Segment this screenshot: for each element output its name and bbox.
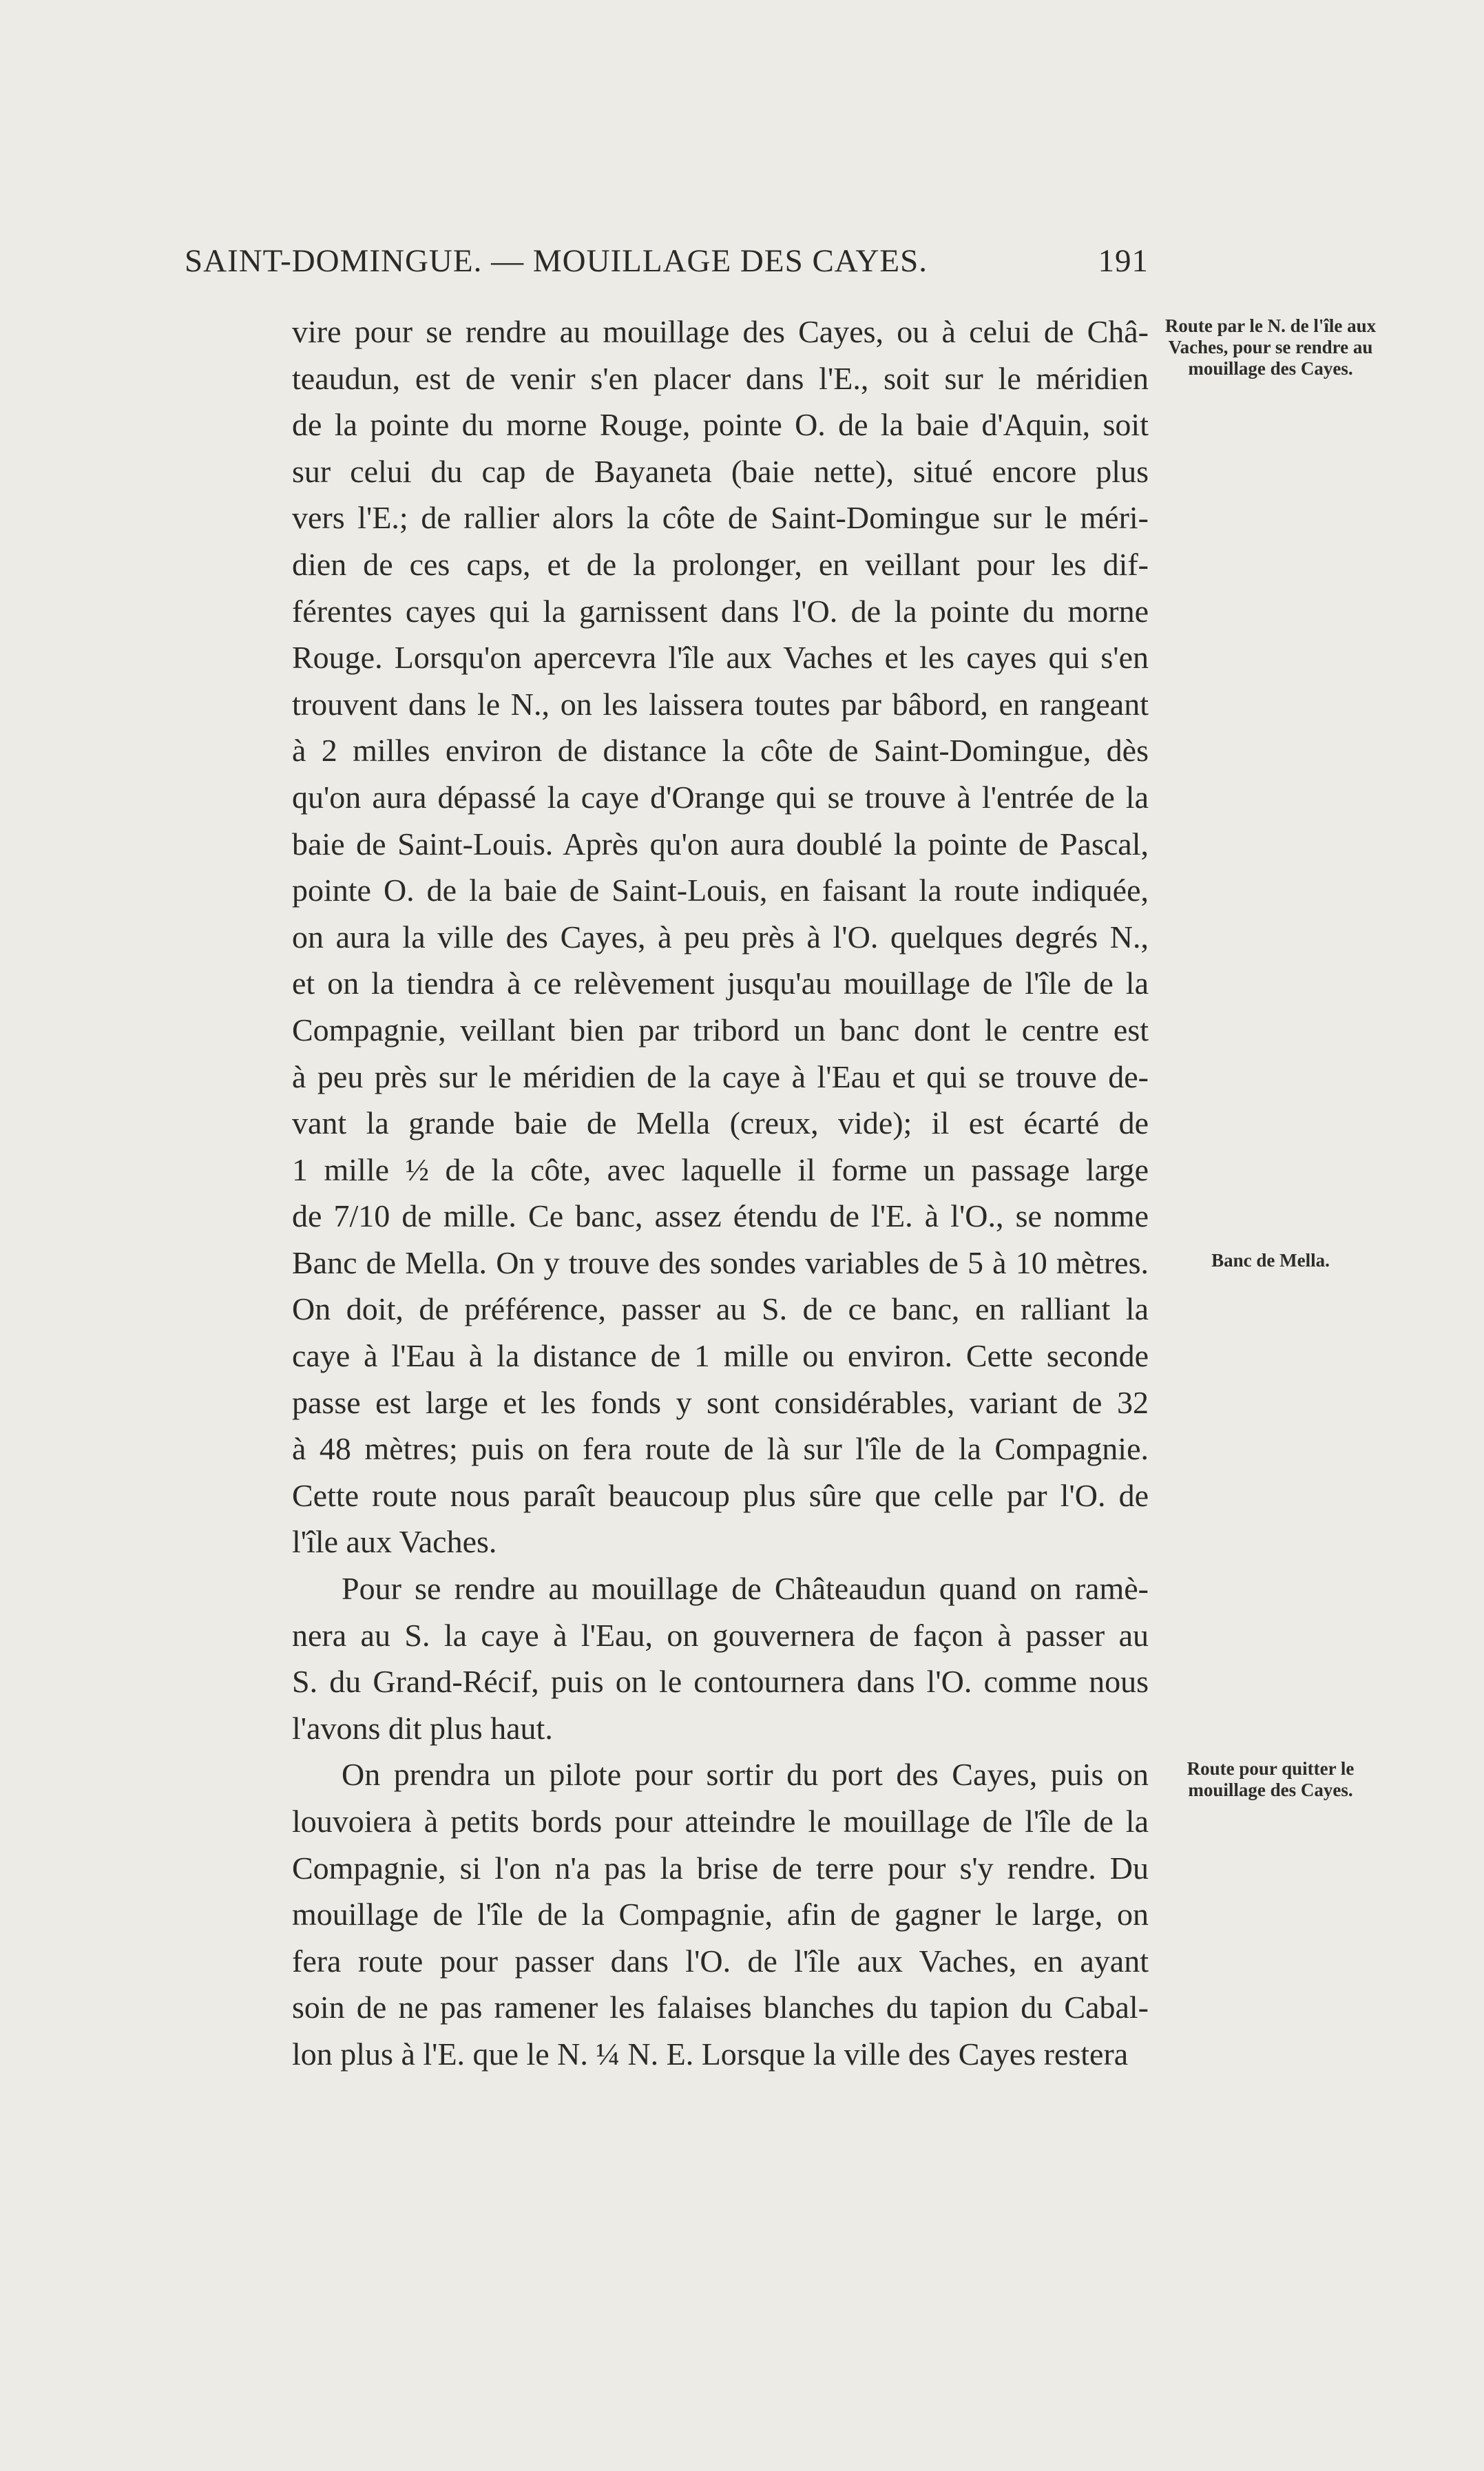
text-line: On doit, de préférence, passer au S. de ce banc, en ralliant la: [292, 1291, 1149, 1327]
text-line: baie de Saint-Louis. Après qu'on aura doublé la pointe de Pascal,: [292, 826, 1149, 862]
text-line: On prendra un pilote pour sortir du port des Cayes, puis on: [342, 1757, 1149, 1793]
text-line: qu'on aura dépassé la caye d'Orange qui se trouve à l'entrée de la: [292, 779, 1149, 815]
text-line: louvoiera à petits bords pour atteindre le mouillage de l'île de la: [292, 1804, 1149, 1839]
text-line: Compagnie, veillant bien par tribord un banc dont le centre est: [292, 1012, 1149, 1047]
text-line: Banc de Mella. On y trouve des sondes variables de 5 à 10 mètres.: [292, 1244, 1149, 1280]
text-line: passe est large et les fonds y sont considérables, variant de 32: [292, 1384, 1149, 1420]
text-line: Rouge. Lorsqu'on apercevra l'île aux Vaches et les cayes qui s'en: [292, 640, 1149, 676]
text-line: caye à l'Eau à la distance de 1 mille ou environ. Cette seconde: [292, 1338, 1149, 1374]
text-line: teaudun, est de venir s'en placer dans l'E., soit sur le méridien: [292, 360, 1149, 396]
text-line: Cette route nous paraît beaucoup plus sûre que celle par l'O. de: [292, 1477, 1149, 1513]
text-line: vers l'E.; de rallier alors la côte de Saint-Domingue sur le méri-: [292, 500, 1149, 536]
text-line: de la pointe du morne Rouge, pointe O. de la baie d'Aquin, soit: [292, 407, 1149, 443]
text-line: l'avons dit plus haut.: [292, 1710, 553, 1746]
text-line: de 7/10 de mille. Ce banc, assez étendu de l'E. à l'O., se nomme: [292, 1198, 1149, 1234]
text-line: sur celui du cap de Bayaneta (baie nette), situé encore plus: [292, 453, 1149, 489]
text-line: et on la tiendra à ce relèvement jusqu'au mouillage de l'île de la: [292, 966, 1149, 1001]
text-line: vant la grande baie de Mella (creux, vide); il est écarté de: [292, 1105, 1149, 1141]
page-number: 191: [1098, 243, 1149, 279]
text-line: Pour se rendre au mouillage de Châteaudun quand on ramè-: [342, 1571, 1149, 1607]
text-line: à peu près sur le méridien de la caye à l'Eau et qui se trouve de-: [292, 1059, 1149, 1094]
text-line: soin de ne pas ramener les falaises blanches du tapion du Cabal-: [292, 1990, 1149, 2025]
text-line: S. du Grand-Récif, puis on le contournera dans l'O. comme nous: [292, 1664, 1149, 1700]
text-line: dien de ces caps, et de la prolonger, en veillant pour les dif-: [292, 546, 1149, 582]
margin-note-banc-de-mella: Banc de Mella.: [1211, 1250, 1330, 1271]
text-line: pointe O. de la baie de Saint-Louis, en faisant la route indiquée,: [292, 873, 1149, 908]
text-line: lon plus à l'E. que le N. ¼ N. E. Lorsque la ville des Cayes restera: [292, 2036, 1129, 2072]
text-line: mouillage de l'île de la Compagnie, afin de gagner le large, on: [292, 1897, 1149, 1932]
margin-note-route-quitter: Route pour quitter le mouillage des Cayes.: [1187, 1758, 1355, 1800]
running-header: [185, 242, 1149, 280]
text-line: l'île aux Vaches.: [292, 1524, 497, 1560]
margin-note-route-nord: Route par le N. de l'île aux Vaches, pour se rendre au mouillage des Cayes.: [1164, 315, 1377, 379]
text-line: nera au S. la caye à l'Eau, on gouvernera de façon à passer au: [292, 1617, 1149, 1653]
body-text: [292, 309, 1149, 2078]
text-line: on aura la ville des Cayes, à peu près à l'O. quelques degrés N.,: [292, 919, 1149, 955]
text-line: fera route pour passer dans l'O. de l'île aux Vaches, en ayant: [292, 1943, 1149, 1979]
text-line: à 48 mètres; puis on fera route de là sur l'île de la Compagnie.: [292, 1431, 1149, 1467]
text-line: vire pour se rendre au mouillage des Cayes, ou à celui de Châ-: [292, 314, 1149, 349]
text-line: férentes cayes qui la garnissent dans l'O. de la pointe du morne: [292, 593, 1149, 629]
text-line: 1 mille ½ de la côte, avec laquelle il forme un passage large: [292, 1151, 1149, 1187]
running-title: SAINT-DOMINGUE. — MOUILLAGE DES CAYES.: [185, 243, 928, 279]
text-line: Compagnie, si l'on n'a pas la brise de terre pour s'y rendre. Du: [292, 1850, 1149, 1886]
text-line: trouvent dans le N., on les laissera toutes par bâbord, en rangeant: [292, 686, 1149, 722]
text-line: à 2 milles environ de distance la côte de Saint-Domingue, dès: [292, 733, 1149, 769]
